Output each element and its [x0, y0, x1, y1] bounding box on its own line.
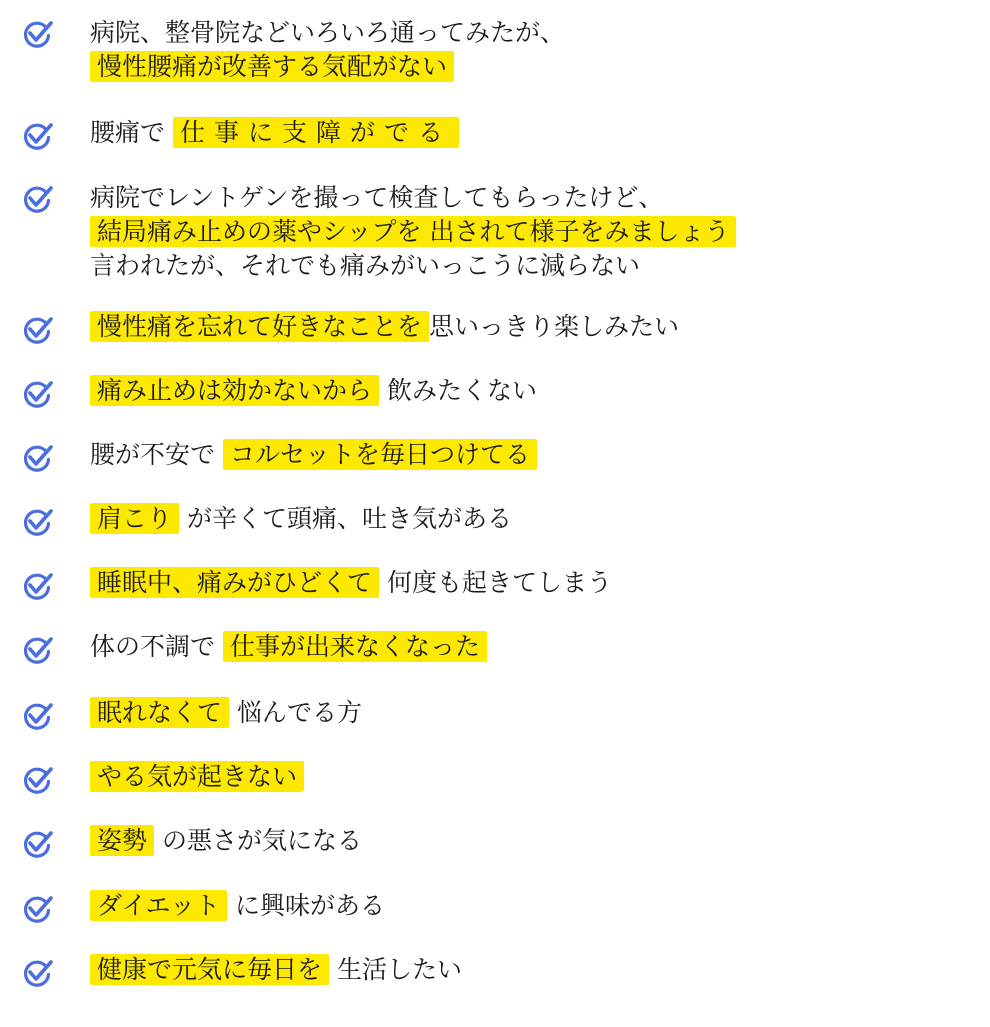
item-text: [90, 696, 362, 730]
text-line: [90, 181, 736, 215]
text-line: [90, 889, 385, 923]
text-line: [90, 566, 612, 600]
check-circle-icon: [22, 702, 54, 732]
item-text: [90, 438, 537, 472]
plain-text: 悩んでる方: [229, 698, 362, 727]
highlighted-text: ダイエット: [90, 890, 227, 921]
plain-text: 思いっきり楽しみたい: [429, 312, 680, 341]
check-circle-icon: [22, 185, 54, 215]
text-line: [90, 630, 487, 664]
highlighted-text: 慢性痛を忘れて好きなことを: [90, 311, 429, 342]
plain-text: 飲みたくない: [379, 376, 537, 405]
item-text: [90, 181, 736, 283]
item-text: [90, 953, 462, 987]
highlighted-text: コルセットを毎日つけてる: [223, 439, 537, 470]
highlighted-text: 肩こり: [90, 503, 179, 534]
plain-text: 腰が不安で: [90, 440, 223, 469]
check-circle-icon: [22, 316, 54, 346]
text-line: [90, 953, 462, 987]
highlighted-text: 仕事に支障がでる: [173, 117, 459, 148]
text-line: [90, 249, 736, 283]
text-line: [90, 310, 679, 344]
item-text: [90, 310, 679, 344]
highlighted-text: やる気が起きない: [90, 761, 304, 792]
highlighted-text: 仕事が出来なくなった: [223, 631, 487, 662]
plain-text: 体の不調で: [90, 632, 223, 661]
plain-text: 言われたが、それでも痛みがいっこうに減らない: [90, 251, 641, 280]
item-text: [90, 824, 362, 858]
check-circle-icon: [22, 895, 54, 925]
highlighted-text: 結局痛み止めの薬やシップを 出されて様子をみましょう: [90, 216, 736, 247]
plain-text: 腰痛で: [90, 118, 173, 147]
text-line: [90, 824, 362, 858]
text-line: [90, 696, 362, 730]
text-line: [90, 374, 537, 408]
plain-text: 生活したい: [329, 955, 462, 984]
highlighted-text: 眠れなくて: [90, 697, 229, 728]
check-circle-icon: [22, 508, 54, 538]
text-line: [90, 760, 304, 794]
plain-text: に興味がある: [227, 891, 385, 920]
text-line: [90, 215, 736, 249]
text-line: [90, 438, 537, 472]
highlighted-text: 姿勢: [90, 825, 154, 856]
highlighted-text: 健康で元気に毎日を: [90, 954, 329, 985]
check-circle-icon: [22, 959, 54, 989]
plain-text: 病院でレントゲンを撮って検査してもらったけど、: [90, 183, 664, 212]
item-text: [90, 889, 385, 923]
check-circle-icon: [22, 636, 54, 666]
check-circle-icon: [22, 20, 54, 50]
item-text: [90, 502, 512, 536]
item-text: [90, 116, 459, 150]
check-circle-icon: [22, 766, 54, 796]
plain-text: 何度も起きてしまう: [379, 568, 612, 597]
text-line: [90, 502, 512, 536]
item-text: [90, 630, 487, 664]
text-line: [90, 16, 565, 50]
plain-text: が辛くて頭痛、吐き気がある: [179, 504, 512, 533]
check-circle-icon: [22, 830, 54, 860]
check-circle-icon: [22, 380, 54, 410]
item-text: [90, 374, 537, 408]
text-line: [90, 116, 459, 150]
check-circle-icon: [22, 572, 54, 602]
check-circle-icon: [22, 444, 54, 474]
item-text: [90, 760, 304, 794]
highlighted-text: 痛み止めは効かないから: [90, 375, 379, 406]
item-text: [90, 566, 612, 600]
highlighted-text: 睡眠中、痛みがひどくて: [90, 567, 379, 598]
item-text: [90, 16, 565, 84]
text-line: [90, 50, 565, 84]
check-circle-icon: [22, 122, 54, 152]
plain-text: 病院、整骨院などいろいろ通ってみたが、: [90, 18, 566, 47]
plain-text: の悪さが気になる: [154, 826, 362, 855]
highlighted-text: 慢性腰痛が改善する気配がない: [90, 51, 454, 82]
